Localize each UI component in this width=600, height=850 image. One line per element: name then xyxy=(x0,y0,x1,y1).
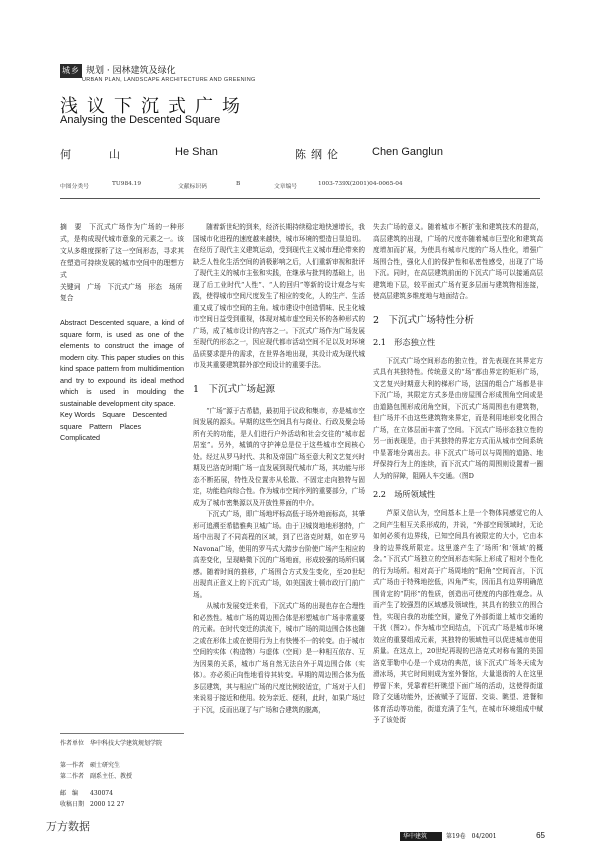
second-author-label: 第二作者 xyxy=(60,773,85,780)
section-heading-1: 1 下沉式广场起源 xyxy=(193,383,276,395)
body-column-2 xyxy=(193,222,365,716)
paragraph: 下沉式广场，即广场地坪标高低于场外地面标高，其肇形可追溯至希腊雅典卫城广场。由于卫城岗地地形独特，广场中出现了不同高程的区域，到了巴洛克时期，如在罗马Navona广场，使用的罗马式大踏步台阶使广场产生相应的高差变化，呈现略微下沉的广场地面，形成较强的场所归属感。随着时间的推移，广场围合方式发生变化，至20世纪出现真正意义上的下沉式广场，如美国波士顿市政厅门前广场。 xyxy=(193,510,365,599)
header-divider xyxy=(60,198,540,199)
clc-label: 中图分类号 xyxy=(60,184,89,190)
paragraph: 从城市发展变迁来看，下沉式广场的出现也存在合理性和必然性。城市广场的周边围合体是形塑城市广场非常重要的元素。在时代变迁的洪流下，城市广场的周边围合体也随之或在形体上或在使用行为上有快慢不一的转变。由于城市空间的实体（构造物）与虚体（空间）是一种相互依存、互为因果的关系，城市广场自然无法自外于周边围合体（实体）。亦必须正向性地看待其转变。早期的周边围合体为低多层建筑，其与相应广场的尺度比例较适宜，广场对于人们来说易于接近和使用。较为亲近、便利，此时，如果广场过于下沉，反而出现了与广场和合建筑的脱离， xyxy=(193,602,365,714)
paragraph: 下沉式广场空间形态的独立性，首先表现在其界定方式具有其独特性。传统意义的“场”都由界定的矩形广场，文艺复兴时期意大利的梯形广场，法国的组合广场都是非下沉广场，其限定方式多是由房屋围合形成围角空间或是由道路包围形成闭角空间，下沉式广场周围也有建筑物，但广场并不由这些建筑物来界定，而是利用地形变化围合广场，在立体层面丰富了空间。下沉式广场形态独立性的另一面表现是，由于其独特的界定方式而从城市空间系统中显著地分离出去。非下沉式广场可以与周围的道路、地坪保持行为上的连续，而下沉式广场的周围则设置着一圈人为的屏障，阻隔人车交通。（图D xyxy=(373,356,543,480)
clc-value: TU984.19 xyxy=(112,181,142,187)
page-number: 65 xyxy=(536,831,545,840)
author-1-cn: 何山 xyxy=(60,148,158,161)
subsection-heading-2-2: 2.2 场所领域性 xyxy=(373,489,436,499)
first-author-label: 第一作者 xyxy=(60,762,85,769)
unit-label: 作者单位 xyxy=(60,740,85,747)
keywords-cn: 关键词 广场 下沉式广场 形态 场所 复合 xyxy=(60,282,190,303)
author-info xyxy=(60,738,184,810)
abstract-cn: 摘 要 下沉式广场作为广场的一种形式，是构成现代城市意象的元素之一。该文从多维度探析了这一空间形态，寻求其在塑造可持续发展的城市空间中的理想方式 xyxy=(60,223,184,279)
section-header xyxy=(60,63,540,85)
intro-paragraph: 随着新世纪的到来，经济长期持续稳定地快速增长，我国城市化进程的速度越来越快，城市环境的塑造日显迫切。在经历了现代主义建筑运动，受到现代主义城市理论带来的缺乏人性化生活空间的消极影响之后，人们重新审视和批评了现代主义的城市主张和实践，在继承与批判的基础上，出现了后工业时代“人性”、“人的回归”等新的设计观念与实践，使得城市空间尺度发生了相应的变化，人的生产、生活重又成了城市空间的主角。城市建设中创造情味、民主化城市空间日益受到重视，体现对城市虚空间关怀的各种形式的广场，成了城市设计的内容之一。下沉式广场作为广场发展至现代的形态之一，因应现代都市活动空间不足以及对环境品质要求提升的需求，在世界各地出现，其设计成为现代城市及其重要建筑群外部空间设计的重要手法。 xyxy=(193,223,365,369)
author-info-divider xyxy=(60,733,184,734)
author-line xyxy=(60,146,540,162)
zip-value: 430074 xyxy=(90,790,113,797)
paragraph: 失去广场的意义。随着城市不断扩张和建筑技术的提高，高层建筑的出现，广场的尺度亦随着城市巨型化和建筑高度增加而扩展，为使具有城市尺度的广场人性化，增强广场围合性，强化人们的保护性和私密性感受，出现了广场下沉。同时，在高层建筑前面的下沉式广场可以接通高层建筑地下层，较平面式广场有更多层面与建筑物相连接，使高层建筑多维度地与地面结合。 xyxy=(373,223,543,300)
section-badge: 城乡 xyxy=(60,64,82,78)
received-date-label: 收稿日期 xyxy=(60,801,85,808)
author-2-en: Chen Ganglun xyxy=(372,146,443,158)
subsection-heading-2-1: 2.1 形态独立性 xyxy=(373,336,436,347)
doc-code-value: B xyxy=(236,181,241,187)
paragraph: 芦原义信认为，空间基本上是一个物体同感觉它的人之间产生相互关系形成的，并说，“外部空间领域时，无论如何必须有边界线，已知空间具有被限定的大小，它由本身的边界线所限定。这里遂产生了‘场所’和‘领域’的概念。”下沉式广场独立的空间形态实际上形成了相对个性化的行为场所。相对高于广场周地的“阳角”空间而言，下沉式广场由于特殊地挖低，四角严实，因而具有边界明确范围肯定的“阴形”的性质，创造出可使度的内部性观念。从而产生了较强烈的区域感及领域性，其具有的独立的围合性，实现自我的功能空间，避免了外部街道上城市交通的干扰（图2）。作为城市空间结点，下沉式广场是城市环境效应的重要组成元素，其独特的领域性可以促进城市使用质量。在这点上，20世纪再现的巴洛克式对称布置的美国洛克菲勒中心是一个成功的典范，该下沉式广场冬天成为滑冰场，其它时间则成为室外餐馆，大量退街的人在这里停留下来，凭靠着栏杆眺望下面广场的活动，这使得街道除了交通功能外，还被赋予了逗留、交谈、眺望、进餐和体育活动等功能，街道充满了生气，在城市环境组成中赋予了该处街 xyxy=(373,509,543,724)
article-no-label: 文章编号 xyxy=(274,184,298,190)
issue-info: 第19卷 04/2001 xyxy=(446,833,497,840)
keywords-en: Key Words Square Descented square Pattern Places Complicated xyxy=(60,410,167,443)
article-meta xyxy=(60,181,540,191)
abstract-en: Abstract Descented square, a kind of square form, is used as one of the elements to construct the image of modern city. This paper studies on this kind space pattern from multidimention and try to expound its ideal method which is used in moulding the sustainable development city space. xyxy=(60,318,184,408)
section-heading-2: 2 下沉式广场特性分析 xyxy=(373,314,475,326)
author-1-en: He Shan xyxy=(175,146,218,158)
article-no-value: 1003-739X(2001)04-0065-04 xyxy=(318,181,403,187)
source-watermark: 万方数据 xyxy=(46,820,90,833)
page-footer xyxy=(400,832,545,842)
article-title-cn: 浅议下沉式广场 xyxy=(60,96,249,117)
body-column-3 xyxy=(373,222,543,727)
doc-code-label: 文献标识码 xyxy=(178,184,207,190)
received-date-value: 2000 12 27 xyxy=(90,801,125,808)
zip-label: 邮 编 xyxy=(60,790,79,797)
journal-name: 华中建筑 xyxy=(403,833,428,840)
article-title-en: Analysing the Descented Square xyxy=(60,114,221,126)
author-2-cn: 陈纲伦 xyxy=(295,148,343,161)
unit-value: 华中科技大学建筑规划学院 xyxy=(90,740,163,747)
abstract-column xyxy=(60,222,190,444)
paragraph: “广场”源于古希腊，最初用于议政和集市，亦是城市空间发展的源头。早期的这些空间具有与商业、行政及聚会场所有关的功能，是人们进行户外活动和社会交往的“城市起居室”。另外，城镇的守护神总是位于这些城市空间核心处。经过从罗马时代、共和及帝国广场至意大利文艺复兴时期及巴洛克时期广场一直发展到现代城市广场，其功能与形态不断拓展，特性及位置亦从松散、不固定走向独特与固定，功能趋向综合性。作为城市空间序列的重要部分，广场成为了城市密集源以及开放性界面的中介。 xyxy=(193,406,365,507)
second-author-value: 副系主任、教授 xyxy=(90,773,133,780)
first-author-value: 硕士研究生 xyxy=(90,762,121,769)
section-title-cn: 规划 · 园林建筑及绿化 xyxy=(86,66,176,76)
section-title-en: URBAN PLAN, LANDSCAPE ARCHITECTURE AND GREENING xyxy=(82,77,256,83)
